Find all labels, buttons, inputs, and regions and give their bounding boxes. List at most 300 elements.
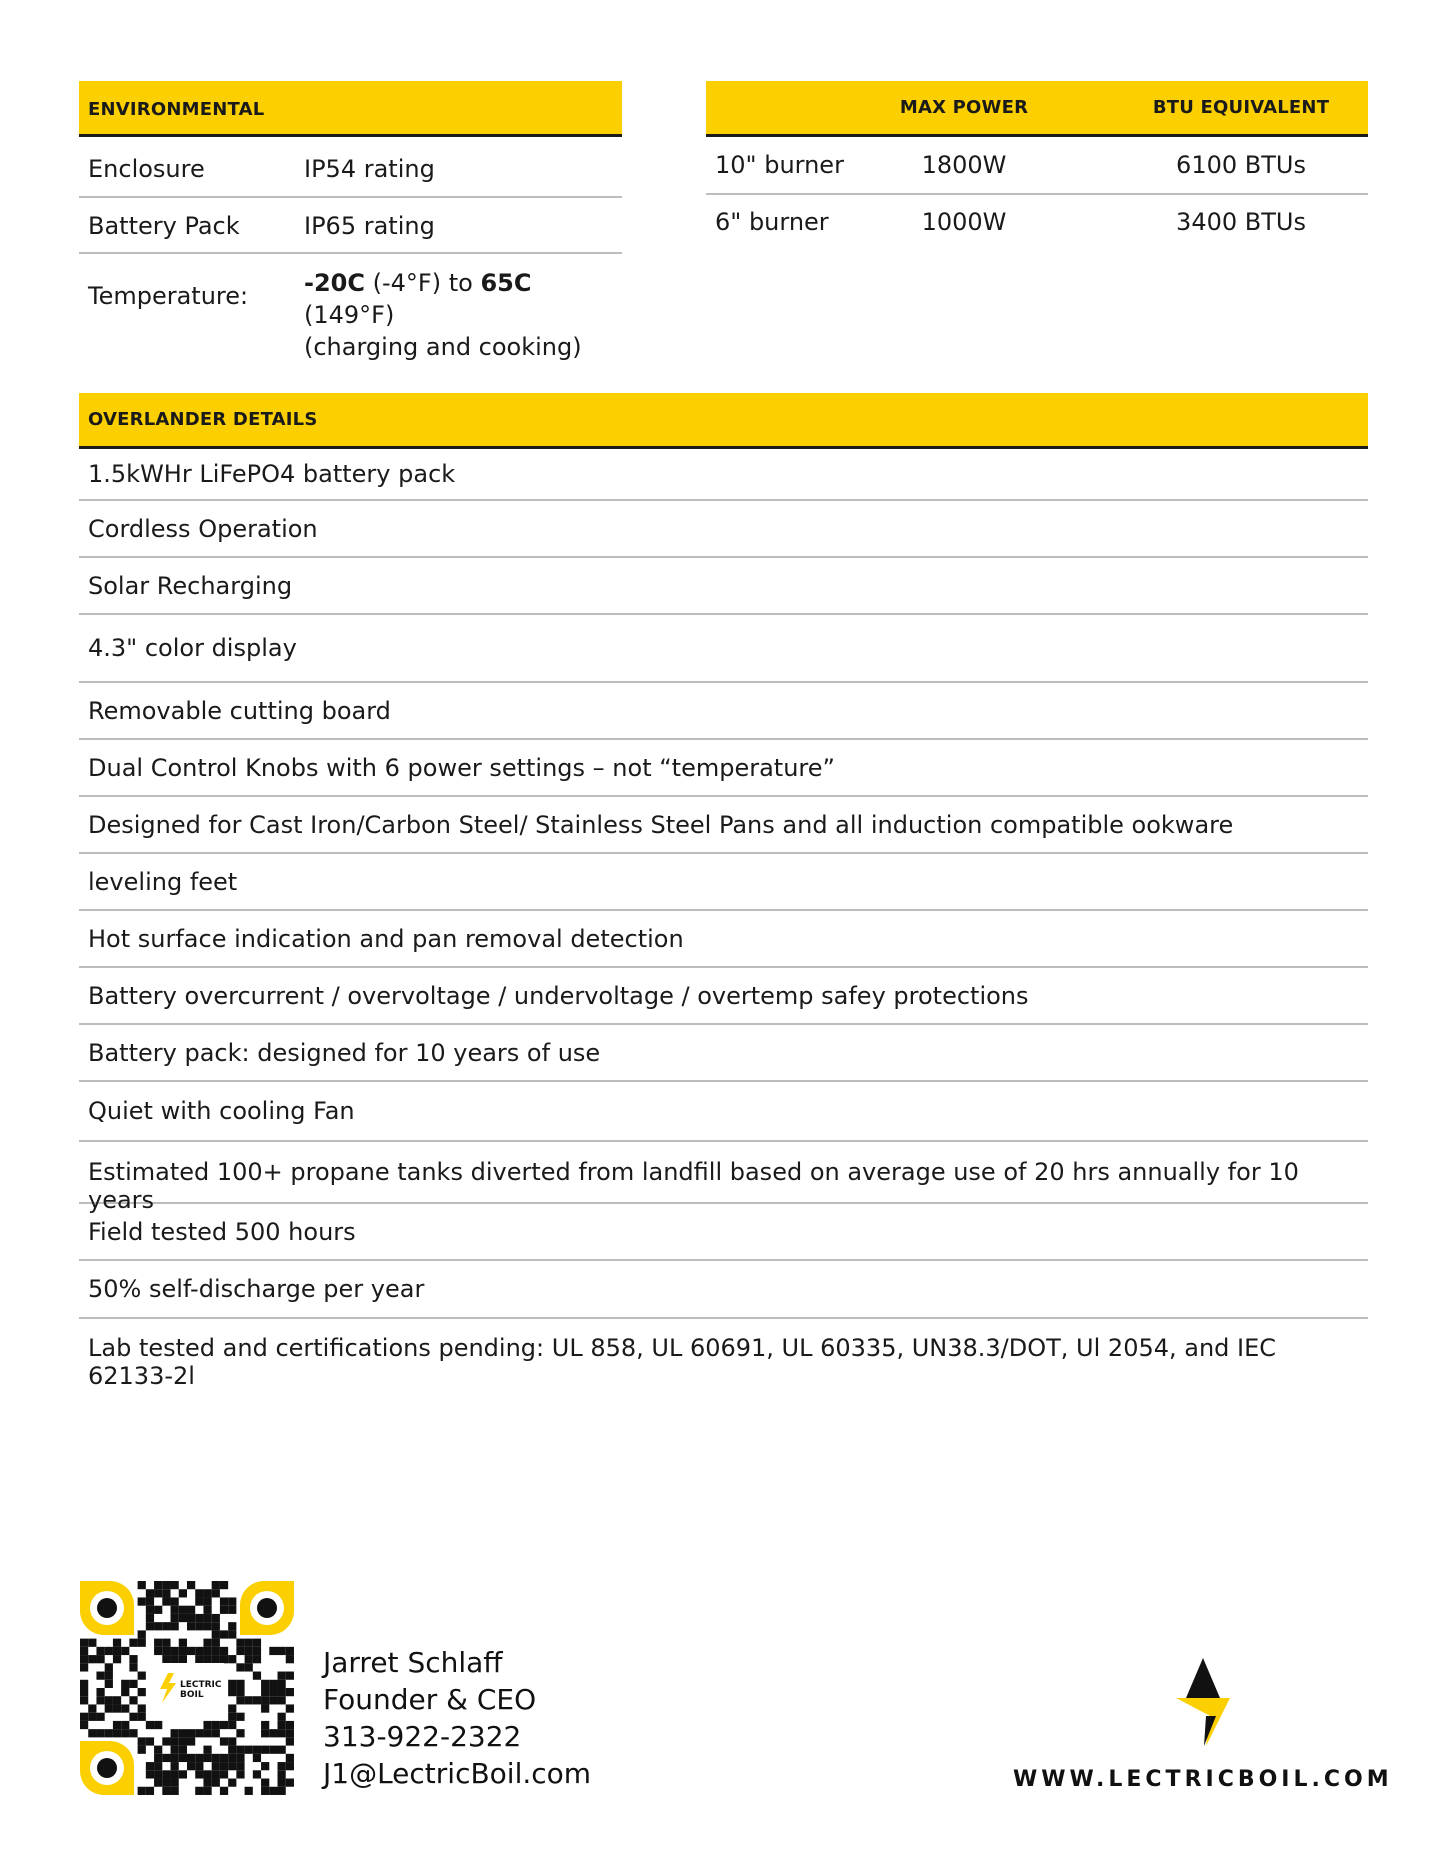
qr-module (286, 1762, 294, 1770)
qr-module (278, 1680, 286, 1688)
qr-module (179, 1729, 187, 1737)
qr-module (269, 1647, 277, 1655)
qr-module (105, 1647, 113, 1655)
qr-module (261, 1680, 269, 1688)
qr-module (154, 1606, 162, 1614)
qr-module (203, 1639, 211, 1647)
qr-module (228, 1721, 236, 1729)
list-item: Lab tested and certifications pending: UL 858, UL 60691, UL 60335, UN38.3/DOT, Ul 2054, and IEC 62133-2l (88, 1334, 1277, 1390)
qr-module (203, 1770, 211, 1778)
qr-module (121, 1647, 129, 1655)
list-item: 1.5kWHr LiFePO4 battery pack (79, 446, 1368, 501)
qr-module (179, 1606, 187, 1614)
qr-module (129, 1729, 137, 1737)
qr-module (179, 1639, 187, 1647)
qr-module (162, 1779, 170, 1787)
qr-module (187, 1754, 195, 1762)
qr-module (113, 1696, 121, 1704)
qr-module (220, 1787, 228, 1795)
website-link[interactable]: WWW.LECTRICBOIL.COM (1013, 1767, 1393, 1792)
qr-module (187, 1614, 195, 1622)
qr-module (171, 1746, 179, 1754)
qr-module (121, 1688, 129, 1696)
table-row (79, 141, 622, 198)
qr-module (138, 1672, 146, 1680)
qr-finder-bottom-left (80, 1741, 134, 1795)
qr-module (105, 1672, 113, 1680)
contact-name: Jarret Schlaff (323, 1646, 503, 1679)
qr-module (171, 1655, 179, 1663)
qr-module (220, 1721, 228, 1729)
qr-module (105, 1680, 113, 1688)
qr-module (286, 1754, 294, 1762)
qr-module (96, 1688, 104, 1696)
qr-finder-top-right (240, 1581, 294, 1635)
qr-module (220, 1630, 228, 1638)
qr-module (195, 1597, 203, 1605)
qr-module (278, 1713, 286, 1721)
qr-module (80, 1639, 88, 1647)
overlander-header (79, 393, 1368, 449)
qr-module (129, 1639, 137, 1647)
qr-module (220, 1647, 228, 1655)
qr-module (286, 1721, 294, 1729)
qr-module (236, 1770, 244, 1778)
qr-module (278, 1672, 286, 1680)
qr-module (171, 1606, 179, 1614)
qr-module (236, 1746, 244, 1754)
qr-module (286, 1647, 294, 1655)
qr-module (80, 1655, 88, 1663)
qr-module (171, 1762, 179, 1770)
qr-module (154, 1581, 162, 1589)
qr-module (80, 1688, 88, 1696)
qr-module (261, 1721, 269, 1729)
qr-module (80, 1647, 88, 1655)
qr-module (162, 1647, 170, 1655)
qr-module (228, 1746, 236, 1754)
qr-module (286, 1779, 294, 1787)
list-item: Quiet with cooling Fan (79, 1082, 1368, 1142)
qr-module (278, 1721, 286, 1729)
qr-module (203, 1622, 211, 1630)
qr-module (171, 1737, 179, 1745)
qr-module (236, 1688, 244, 1696)
environmental-header (79, 81, 622, 137)
qr-module (171, 1787, 179, 1795)
qr-module (253, 1770, 261, 1778)
qr-module (138, 1746, 146, 1754)
qr-module (162, 1597, 170, 1605)
qr-module (179, 1655, 187, 1663)
qr-module (96, 1729, 104, 1737)
qr-module (88, 1729, 96, 1737)
qr-module (236, 1754, 244, 1762)
qr-module (80, 1713, 88, 1721)
qr-module (253, 1647, 261, 1655)
qr-module (212, 1762, 220, 1770)
qr-module (179, 1647, 187, 1655)
qr-module (154, 1639, 162, 1647)
qr-module (138, 1713, 146, 1721)
qr-module (105, 1729, 113, 1737)
list-item: Solar Recharging (79, 558, 1368, 615)
qr-module (154, 1622, 162, 1630)
qr-module (269, 1688, 277, 1696)
qr-module (80, 1696, 88, 1704)
qr-module (179, 1589, 187, 1597)
qr-module (162, 1754, 170, 1762)
qr-module (113, 1704, 121, 1712)
qr-module (146, 1622, 154, 1630)
qr-module (154, 1779, 162, 1787)
qr-module (171, 1729, 179, 1737)
qr-module (105, 1663, 113, 1671)
temp-note: (charging and cooking) (304, 333, 582, 361)
qr-module (171, 1597, 179, 1605)
max-power-value: 1000W (921, 208, 1007, 236)
qr-module (154, 1770, 162, 1778)
qr-module (80, 1680, 88, 1688)
max-power-value: 1800W (921, 151, 1007, 179)
qr-module (138, 1787, 146, 1795)
qr-module (96, 1696, 104, 1704)
qr-module (171, 1622, 179, 1630)
qr-module (171, 1614, 179, 1622)
qr-module (228, 1597, 236, 1605)
qr-module (187, 1622, 195, 1630)
qr-module (146, 1614, 154, 1622)
qr-module (80, 1721, 88, 1729)
qr-module (96, 1655, 104, 1663)
qr-module (88, 1713, 96, 1721)
list-item: Battery pack: designed for 10 years of use (79, 1025, 1368, 1082)
qr-module (187, 1729, 195, 1737)
contact-email[interactable]: J1@LectricBoil.com (323, 1757, 592, 1790)
list-item: Designed for Cast Iron/Carbon Steel/ Stainless Steel Pans and all induction compatible ookware (79, 797, 1368, 854)
env-value: IP54 rating (304, 155, 435, 183)
qr-module (212, 1647, 220, 1655)
qr-module (162, 1639, 170, 1647)
qr-module (278, 1729, 286, 1737)
qr-module (146, 1589, 154, 1597)
qr-module (113, 1721, 121, 1729)
qr-module (195, 1787, 203, 1795)
list-item: 50% self-discharge per year (79, 1261, 1368, 1319)
qr-module (138, 1581, 146, 1589)
qr-module (187, 1581, 195, 1589)
env-label: Battery Pack (88, 212, 240, 240)
qr-module (154, 1754, 162, 1762)
qr-module (113, 1655, 121, 1663)
qr-module (228, 1762, 236, 1770)
qr-module (113, 1639, 121, 1647)
qr-module (171, 1581, 179, 1589)
qr-module (228, 1713, 236, 1721)
qr-module (236, 1729, 244, 1737)
qr-module (187, 1606, 195, 1614)
qr-module (286, 1688, 294, 1696)
qr-module (203, 1647, 211, 1655)
qr-module (179, 1754, 187, 1762)
qr-module (220, 1597, 228, 1605)
qr-module (203, 1779, 211, 1787)
qr-module (278, 1787, 286, 1795)
qr-module (88, 1639, 96, 1647)
qr-module (146, 1770, 154, 1778)
qr-module (187, 1737, 195, 1745)
qr-module (195, 1655, 203, 1663)
qr-module (212, 1589, 220, 1597)
qr-module (146, 1721, 154, 1729)
qr-module (228, 1737, 236, 1745)
qr-module (138, 1630, 146, 1638)
qr-module (179, 1737, 187, 1745)
qr-module (187, 1762, 195, 1770)
qr-module (236, 1647, 244, 1655)
qr-module (245, 1746, 253, 1754)
qr-module (245, 1655, 253, 1663)
qr-logo-text: BOIL (180, 1690, 204, 1700)
qr-module (236, 1762, 244, 1770)
qr-module (162, 1581, 170, 1589)
qr-module (236, 1713, 244, 1721)
btu-header: BTU EQUIVALENT (1152, 97, 1330, 118)
qr-module (261, 1688, 269, 1696)
qr-module (154, 1762, 162, 1770)
qr-module (286, 1729, 294, 1737)
qr-module (278, 1746, 286, 1754)
qr-module (228, 1779, 236, 1787)
qr-module (245, 1696, 253, 1704)
qr-module (212, 1754, 220, 1762)
qr-module (220, 1581, 228, 1589)
qr-module (162, 1622, 170, 1630)
overlander-header-label: OVERLANDER DETAILS (88, 409, 318, 430)
qr-module (220, 1762, 228, 1770)
qr-module (261, 1746, 269, 1754)
qr-module (146, 1762, 154, 1770)
qr-module (253, 1672, 261, 1680)
contact-phone[interactable]: 313-922-2322 (323, 1720, 522, 1753)
list-item: Battery overcurrent / overvoltage / undervoltage / overtemp safey protections (79, 968, 1368, 1025)
qr-module (269, 1680, 277, 1688)
qr-module (203, 1606, 211, 1614)
qr-module (96, 1713, 104, 1721)
temperature-row (79, 254, 622, 361)
qr-module (187, 1647, 195, 1655)
qr-module (220, 1655, 228, 1663)
temp-high: 65C (480, 269, 532, 297)
qr-module (138, 1688, 146, 1696)
qr-module (171, 1647, 179, 1655)
qr-module (203, 1754, 211, 1762)
qr-code[interactable] (80, 1581, 294, 1795)
qr-module (146, 1597, 154, 1605)
qr-module (286, 1704, 294, 1712)
qr-module (228, 1606, 236, 1614)
qr-module (88, 1655, 96, 1663)
qr-module (278, 1647, 286, 1655)
environmental-header-label: ENVIRONMENTAL (88, 99, 265, 120)
temp-low: -20C (304, 269, 365, 297)
qr-module (171, 1779, 179, 1787)
qr-module (146, 1606, 154, 1614)
qr-module (121, 1704, 129, 1712)
qr-module (245, 1787, 253, 1795)
qr-module (105, 1696, 113, 1704)
qr-module (261, 1729, 269, 1737)
lightning-bolt-icon (1176, 1658, 1230, 1746)
qr-module (220, 1737, 228, 1745)
qr-module (203, 1787, 211, 1795)
qr-module (220, 1754, 228, 1762)
qr-module (203, 1614, 211, 1622)
qr-module (261, 1787, 269, 1795)
qr-module (88, 1704, 96, 1712)
qr-module (220, 1770, 228, 1778)
contact-title: Founder & CEO (323, 1683, 537, 1716)
qr-module (253, 1639, 261, 1647)
qr-module (80, 1663, 88, 1671)
qr-module (212, 1581, 220, 1589)
qr-module (195, 1729, 203, 1737)
qr-module (261, 1779, 269, 1787)
burner-name: 6" burner (715, 208, 829, 236)
list-item: Estimated 100+ propane tanks diverted from landfill based on average use of 20 hrs annually for 10 years (79, 1142, 1368, 1204)
list-item: Field tested 500 hours (79, 1204, 1368, 1261)
list-item: Cordless Operation (79, 501, 1368, 558)
qr-module (195, 1614, 203, 1622)
qr-module (286, 1737, 294, 1745)
qr-module (286, 1655, 294, 1663)
qr-module (212, 1622, 220, 1630)
qr-module (138, 1737, 146, 1745)
qr-module (113, 1647, 121, 1655)
qr-module (253, 1746, 261, 1754)
qr-module (212, 1655, 220, 1663)
power-table-header (706, 81, 1368, 137)
qr-module (269, 1746, 277, 1754)
qr-module (228, 1754, 236, 1762)
qr-module (236, 1663, 244, 1671)
qr-module (253, 1655, 261, 1663)
qr-module (253, 1754, 261, 1762)
qr-module (129, 1696, 137, 1704)
qr-module (212, 1614, 220, 1622)
qr-module (179, 1770, 187, 1778)
qr-module (154, 1746, 162, 1754)
qr-module (220, 1606, 228, 1614)
list-item: 4.3" color display (79, 615, 1368, 683)
qr-module (113, 1729, 121, 1737)
qr-module (162, 1770, 170, 1778)
qr-module (278, 1779, 286, 1787)
qr-module (179, 1614, 187, 1622)
env-label: Enclosure (88, 155, 205, 183)
qr-module (171, 1754, 179, 1762)
qr-module (138, 1704, 146, 1712)
qr-module (278, 1688, 286, 1696)
qr-module (228, 1680, 236, 1688)
qr-module (162, 1655, 170, 1663)
qr-module (245, 1647, 253, 1655)
qr-module (96, 1647, 104, 1655)
qr-module (212, 1639, 220, 1647)
qr-module (212, 1779, 220, 1787)
qr-module (236, 1696, 244, 1704)
qr-module (195, 1762, 203, 1770)
list-item: leveling feet (79, 854, 1368, 911)
qr-module (278, 1770, 286, 1778)
qr-module (245, 1639, 253, 1647)
btu-value: 6100 BTUs (1176, 151, 1306, 179)
env-label: Temperature: (88, 282, 249, 310)
qr-module (212, 1630, 220, 1638)
qr-module (154, 1589, 162, 1597)
qr-module (162, 1737, 170, 1745)
qr-module (269, 1696, 277, 1704)
qr-module (162, 1589, 170, 1597)
list-item: Dual Control Knobs with 6 power settings – not “temperature” (79, 740, 1368, 797)
qr-module (195, 1647, 203, 1655)
qr-module (261, 1762, 269, 1770)
qr-module (286, 1672, 294, 1680)
burner-name: 10" burner (715, 151, 844, 179)
qr-module (212, 1721, 220, 1729)
btu-value: 3400 BTUs (1176, 208, 1306, 236)
qr-module (154, 1721, 162, 1729)
qr-module (278, 1696, 286, 1704)
qr-module (245, 1663, 253, 1671)
qr-module (129, 1680, 137, 1688)
qr-module (129, 1713, 137, 1721)
qr-module (195, 1754, 203, 1762)
qr-module (228, 1655, 236, 1663)
qr-module (203, 1729, 211, 1737)
qr-module (96, 1672, 104, 1680)
qr-module (228, 1630, 236, 1638)
qr-module (253, 1696, 261, 1704)
list-item: Hot surface indication and pan removal detection (79, 911, 1368, 968)
qr-module (195, 1770, 203, 1778)
qr-module (212, 1729, 220, 1737)
table-row (706, 195, 1368, 251)
max-power-header: MAX POWER (899, 97, 1029, 118)
qr-module (278, 1762, 286, 1770)
qr-module (129, 1655, 137, 1663)
qr-logo-text: LECTRIC (180, 1680, 222, 1690)
qr-module (154, 1647, 162, 1655)
qr-module (269, 1729, 277, 1737)
qr-module (203, 1721, 211, 1729)
qr-module (138, 1597, 146, 1605)
qr-module (146, 1787, 154, 1795)
qr-module (203, 1589, 211, 1597)
qr-module (195, 1589, 203, 1597)
qr-finder-top-left (80, 1581, 134, 1635)
qr-module (236, 1639, 244, 1647)
env-value: IP65 rating (304, 212, 435, 240)
qr-module (121, 1721, 129, 1729)
qr-module (129, 1663, 137, 1671)
qr-module (261, 1696, 269, 1704)
qr-module (195, 1622, 203, 1630)
qr-module (236, 1680, 244, 1688)
qr-module (203, 1597, 211, 1605)
qr-module (105, 1704, 113, 1712)
list-item: Removable cutting board (79, 683, 1368, 740)
